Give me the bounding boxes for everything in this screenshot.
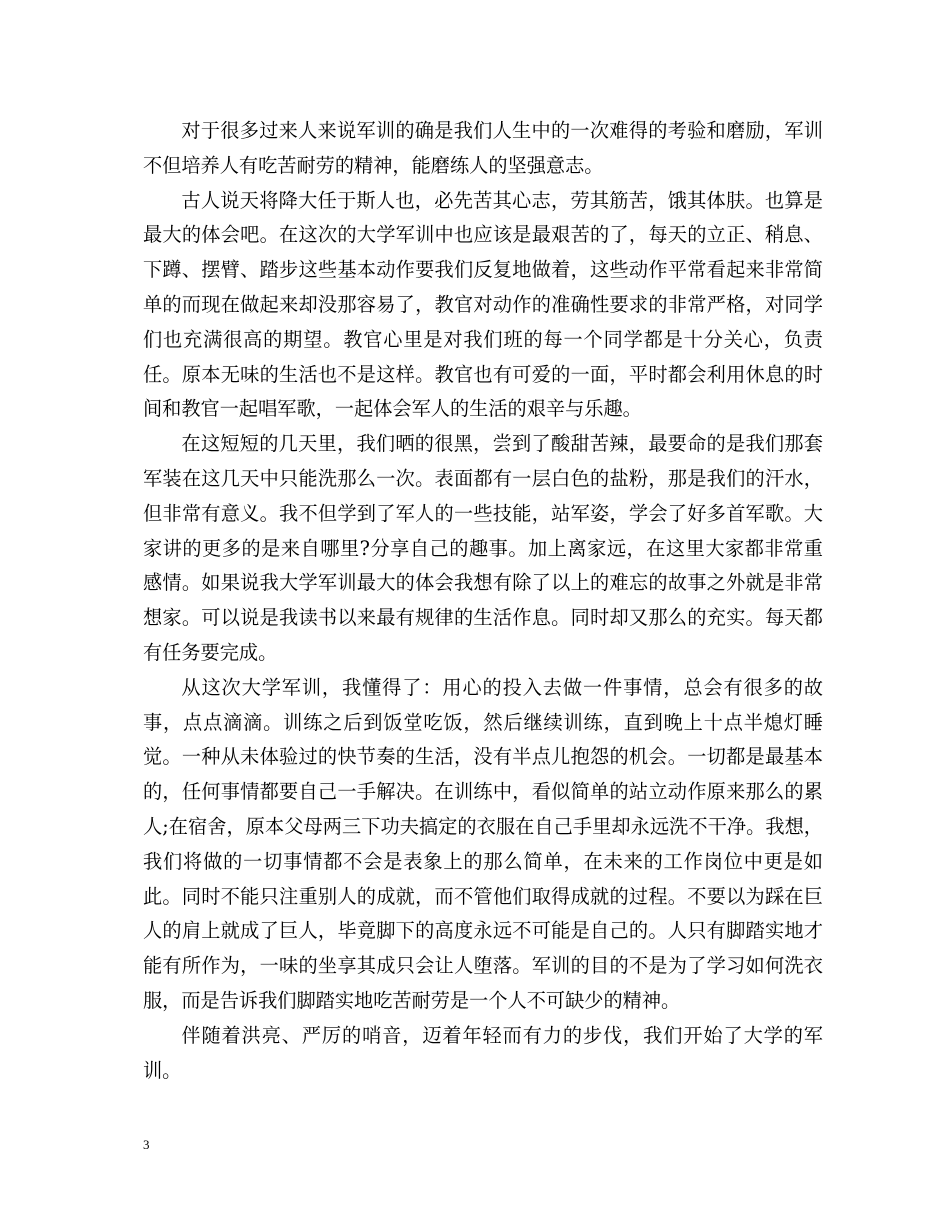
paragraph-2: 古人说天将降大任于斯人也，必先苦其心志，劳其筋苦，饿其体肤。也算是最大的体会吧。在这次的大学军训中也应该是最艰苦的了，每天的立正、稍息、下蹲、摆臂、踏步这些基本动作要我们反复地做着，这些动作平常看起来非常简单的而现在做起来却没那容易了，教官对动作的准确性要求的非常严格，对同学们也充满很高的期望。教官心里是对我们班的每一个同学都是十分关心，负责任。原本无味的生活也不是这样。教官也有可爱的一面，平时都会利用休息的时间和教官一起唱军歌，一起体会军人的生活的艰辛与乐趣。: [143, 188, 823, 421]
page-number: 3: [143, 1137, 150, 1152]
paragraph-3: 在这短短的几天里，我们晒的很黑，尝到了酸甜苦辣，最要命的是我们那套军装在这几天中只能洗那么一次。表面都有一层白色的盐粉，那是我们的汗水，但非常有意义。我不但学到了军人的一些技能，站军姿，学会了好多首军歌。大家讲的更多的是来自哪里?分享自己的趣事。加上离家远，在这里大家都非常重感情。如果说我大学军训最大的体会我想有除了以上的难忘的故事之外就是非常想家。可以说是我读书以来最有规律的生活作息。同时却又那么的充实。每天都有任务要完成。: [143, 432, 823, 664]
document-body: [143, 114, 823, 1088]
paragraph-1: 对于很多过来人来说军训的确是我们人生中的一次难得的考验和磨励，军训不但培养人有吃苦耐劳的精神，能磨练人的坚强意志。: [143, 119, 823, 177]
paragraph-5: 伴随着洪亮、严厉的哨音，迈着年轻而有力的步伐，我们开始了大学的军训。: [143, 1023, 823, 1082]
paragraph-4: 从这次大学军训，我懂得了：用心的投入去做一件事情，总会有很多的故事，点点滴滴。训练之后到饭堂吃饭，然后继续训练，直到晚上十点半熄灯睡觉。一种从未体验过的快节奏的生活，没有半点儿抱怨的机会。一切都是最基本的，任何事情都要自己一手解决。在训练中，看似简单的站立动作原来那么的累人;在宿舍，原本父母两三下功夫搞定的衣服在自己手里却永远洗不干净。我想，我们将做的一切事情都不会是表象上的那么简单，在未来的工作岗位中更是如此。同时不能只注重别人的成就，而不管他们取得成就的过程。不要以为踩在巨人的肩上就成了巨人，毕竟脚下的高度永远不可能是自己的。人只有脚踏实地才能有所作为，一味的坐享其成只会让人堕落。军训的目的不是为了学习如何洗衣服，而是告诉我们脚踏实地吃苦耐劳是一个人不可缺少的精神。: [143, 675, 823, 1012]
